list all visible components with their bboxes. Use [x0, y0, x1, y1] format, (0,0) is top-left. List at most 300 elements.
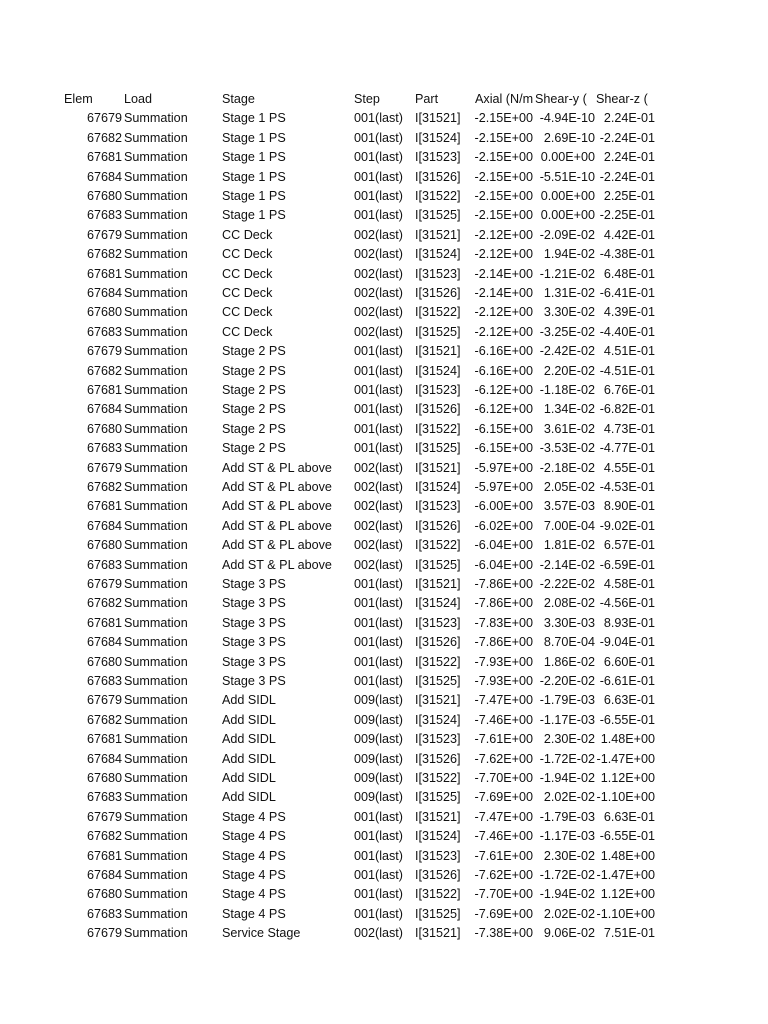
cell-elem[interactable]: 67683 [86, 208, 122, 223]
cell-stage[interactable]: Stage 3 PS [222, 674, 286, 688]
cell-step[interactable]: 001(last) [354, 829, 403, 844]
cell-shear-y[interactable]: 0.00E+00 [540, 189, 595, 203]
cell-shear-y[interactable]: 2.30E-02 [543, 848, 595, 863]
cell-elem[interactable]: 67682 [86, 596, 122, 611]
cell-shear-y[interactable]: 9.06E-02 [543, 926, 595, 941]
cell-shear-y[interactable]: -2.18E-02 [539, 460, 595, 475]
cell-part[interactable]: I[31526] [415, 169, 461, 184]
cell-shear-z[interactable]: -2.24E-01 [599, 130, 655, 145]
cell-shear-y[interactable]: 2.02E-02 [543, 906, 595, 921]
cell-axial[interactable]: -7.86E+00 [474, 596, 533, 611]
cell-part[interactable]: I[31524] [415, 596, 461, 611]
cell-step[interactable]: 002(last) [354, 557, 403, 572]
cell-axial[interactable]: -6.15E+00 [474, 421, 533, 436]
cell-shear-y[interactable]: -2.22E-02 [539, 577, 595, 591]
cell-shear-z[interactable]: 6.48E-01 [603, 266, 655, 281]
cell-load[interactable]: Summation [124, 771, 188, 785]
cell-step[interactable]: 001(last) [354, 635, 403, 650]
cell-step[interactable]: 009(last) [354, 712, 403, 727]
cell-shear-y[interactable]: -1.79E-03 [539, 809, 595, 824]
cell-elem[interactable]: 67680 [86, 305, 122, 320]
cell-shear-z[interactable]: -4.51E-01 [599, 363, 655, 378]
cell-part[interactable]: I[31526] [415, 751, 461, 766]
cell-elem[interactable]: 67681 [86, 732, 122, 747]
cell-axial[interactable]: -6.16E+00 [474, 344, 533, 359]
cell-load[interactable]: Summation [124, 227, 188, 242]
cell-elem[interactable]: 67680 [86, 654, 122, 669]
cell-shear-y[interactable]: 3.57E-03 [543, 499, 595, 514]
cell-stage[interactable]: Stage 2 PS [222, 363, 286, 378]
cell-load[interactable]: Summation [124, 383, 188, 397]
cell-elem[interactable]: 67683 [86, 324, 122, 339]
cell-axial[interactable]: -6.00E+00 [474, 499, 533, 514]
cell-axial[interactable]: -2.15E+00 [474, 189, 533, 203]
cell-axial[interactable]: -6.02E+00 [474, 518, 533, 533]
cell-shear-y[interactable]: 1.86E-02 [543, 654, 595, 669]
cell-shear-y[interactable]: 2.69E-10 [543, 130, 595, 145]
cell-load[interactable]: Summation [124, 169, 188, 184]
cell-step[interactable]: 001(last) [354, 868, 403, 882]
cell-stage[interactable]: Add SIDL [222, 712, 276, 727]
cell-load[interactable]: Summation [124, 848, 188, 863]
cell-axial[interactable]: -7.70E+00 [474, 887, 533, 902]
cell-load[interactable]: Summation [124, 305, 188, 320]
cell-part[interactable]: I[31526] [415, 518, 461, 533]
cell-step[interactable]: 009(last) [354, 751, 403, 766]
cell-part[interactable]: I[31524] [415, 712, 461, 727]
cell-shear-z[interactable]: -4.56E-01 [599, 596, 655, 611]
cell-step[interactable]: 002(last) [354, 305, 403, 320]
cell-step[interactable]: 001(last) [354, 421, 403, 436]
cell-elem[interactable]: 67684 [86, 868, 122, 882]
cell-step[interactable]: 001(last) [354, 111, 403, 126]
cell-shear-z[interactable]: -4.53E-01 [599, 480, 655, 494]
cell-stage[interactable]: Add ST & PL above [222, 480, 332, 494]
cell-shear-z[interactable]: 4.73E-01 [603, 421, 655, 436]
cell-step[interactable]: 009(last) [354, 771, 403, 785]
cell-shear-y[interactable]: -2.09E-02 [539, 227, 595, 242]
cell-axial[interactable]: -7.86E+00 [474, 577, 533, 591]
cell-shear-y[interactable]: -3.25E-02 [539, 324, 595, 339]
cell-stage[interactable]: Stage 4 PS [222, 848, 286, 863]
cell-step[interactable]: 002(last) [354, 227, 403, 242]
cell-elem[interactable]: 67680 [86, 189, 122, 203]
cell-axial[interactable]: -6.04E+00 [474, 557, 533, 572]
cell-stage[interactable]: Stage 1 PS [222, 111, 286, 126]
cell-elem[interactable]: 67680 [86, 887, 122, 902]
cell-elem[interactable]: 67679 [86, 111, 122, 126]
cell-stage[interactable]: Stage 1 PS [222, 150, 286, 165]
cell-step[interactable]: 002(last) [354, 247, 403, 262]
cell-load[interactable]: Summation [124, 111, 188, 126]
cell-elem[interactable]: 67679 [86, 577, 122, 591]
cell-axial[interactable]: -2.15E+00 [474, 111, 533, 126]
cell-load[interactable]: Summation [124, 674, 188, 688]
cell-part[interactable]: I[31521] [415, 460, 461, 475]
cell-load[interactable]: Summation [124, 189, 188, 203]
cell-shear-z[interactable]: 2.24E-01 [603, 150, 655, 165]
cell-shear-y[interactable]: -1.79E-03 [539, 693, 595, 708]
cell-stage[interactable]: CC Deck [222, 324, 273, 339]
cell-shear-y[interactable]: -1.17E-03 [539, 829, 595, 844]
cell-load[interactable]: Summation [124, 518, 188, 533]
cell-shear-y[interactable]: -1.18E-02 [539, 383, 595, 397]
cell-step[interactable]: 002(last) [354, 460, 403, 475]
header-part[interactable]: Part [415, 92, 439, 106]
cell-shear-z[interactable]: 2.24E-01 [603, 111, 655, 126]
cell-elem[interactable]: 67681 [86, 848, 122, 863]
cell-axial[interactable]: -7.61E+00 [474, 848, 533, 863]
cell-stage[interactable]: Stage 3 PS [222, 615, 286, 630]
cell-axial[interactable]: -7.38E+00 [474, 926, 533, 941]
cell-part[interactable]: I[31524] [415, 130, 461, 145]
cell-step[interactable]: 001(last) [354, 887, 403, 902]
cell-shear-y[interactable]: 3.30E-03 [543, 615, 595, 630]
cell-elem[interactable]: 67682 [86, 247, 122, 262]
cell-axial[interactable]: -7.69E+00 [474, 906, 533, 921]
cell-shear-z[interactable]: 8.90E-01 [603, 499, 655, 514]
cell-part[interactable]: I[31523] [415, 266, 461, 281]
cell-part[interactable]: I[31526] [415, 635, 461, 650]
cell-load[interactable]: Summation [124, 324, 188, 339]
cell-shear-z[interactable]: 6.76E-01 [603, 383, 655, 397]
cell-elem[interactable]: 67684 [86, 402, 122, 417]
cell-step[interactable]: 001(last) [354, 208, 403, 223]
cell-elem[interactable]: 67681 [86, 150, 122, 165]
cell-part[interactable]: I[31524] [415, 247, 461, 262]
cell-part[interactable]: I[31524] [415, 829, 461, 844]
cell-step[interactable]: 001(last) [354, 402, 403, 417]
cell-shear-y[interactable]: -3.53E-02 [539, 441, 595, 456]
header-shear-z[interactable]: Shear-z ( [596, 92, 648, 106]
cell-shear-y[interactable]: -1.72E-02 [539, 868, 595, 882]
cell-stage[interactable]: Service Stage [222, 926, 301, 941]
header-elem[interactable]: Elem [64, 92, 93, 106]
cell-part[interactable]: I[31524] [415, 480, 461, 494]
cell-axial[interactable]: -7.61E+00 [474, 732, 533, 747]
cell-part[interactable]: I[31526] [415, 868, 461, 882]
cell-elem[interactable]: 67679 [86, 460, 122, 475]
cell-shear-z[interactable]: 7.51E-01 [603, 926, 655, 941]
cell-elem[interactable]: 67683 [86, 557, 122, 572]
cell-shear-y[interactable]: 8.70E-04 [543, 635, 595, 650]
cell-axial[interactable]: -6.04E+00 [474, 538, 533, 553]
cell-shear-y[interactable]: 1.31E-02 [543, 286, 595, 300]
cell-stage[interactable]: CC Deck [222, 305, 273, 320]
cell-stage[interactable]: CC Deck [222, 286, 273, 300]
cell-shear-z[interactable]: -6.61E-01 [599, 674, 655, 688]
cell-shear-y[interactable]: -2.42E-02 [539, 344, 595, 359]
cell-axial[interactable]: -2.14E+00 [474, 286, 533, 300]
cell-load[interactable]: Summation [124, 868, 188, 882]
cell-shear-z[interactable]: 4.51E-01 [603, 344, 655, 359]
cell-load[interactable]: Summation [124, 538, 188, 553]
cell-shear-z[interactable]: -1.10E+00 [596, 790, 655, 805]
cell-elem[interactable]: 67679 [86, 926, 122, 941]
cell-step[interactable]: 001(last) [354, 344, 403, 359]
cell-axial[interactable]: -7.86E+00 [474, 635, 533, 650]
cell-stage[interactable]: Add SIDL [222, 751, 276, 766]
cell-shear-z[interactable]: -6.55E-01 [599, 712, 655, 727]
cell-stage[interactable]: Add SIDL [222, 790, 276, 805]
cell-stage[interactable]: Stage 4 PS [222, 868, 286, 882]
cell-elem[interactable]: 67682 [86, 480, 122, 494]
cell-stage[interactable]: CC Deck [222, 227, 273, 242]
cell-shear-z[interactable]: -1.47E+00 [596, 751, 655, 766]
cell-part[interactable]: I[31522] [415, 538, 461, 553]
cell-shear-y[interactable]: 2.30E-02 [543, 732, 595, 747]
cell-elem[interactable]: 67683 [86, 790, 122, 805]
cell-axial[interactable]: -6.15E+00 [474, 441, 533, 456]
cell-load[interactable]: Summation [124, 887, 188, 902]
cell-step[interactable]: 009(last) [354, 790, 403, 805]
cell-shear-y[interactable]: 7.00E-04 [543, 518, 595, 533]
cell-shear-z[interactable]: 4.55E-01 [603, 460, 655, 475]
cell-stage[interactable]: Add ST & PL above [222, 460, 332, 475]
cell-part[interactable]: I[31525] [415, 557, 461, 572]
cell-part[interactable]: I[31522] [415, 654, 461, 669]
cell-load[interactable]: Summation [124, 266, 188, 281]
cell-shear-z[interactable]: -4.40E-01 [599, 324, 655, 339]
cell-part[interactable]: I[31521] [415, 926, 461, 941]
cell-stage[interactable]: Add ST & PL above [222, 538, 332, 553]
cell-elem[interactable]: 67681 [86, 499, 122, 514]
cell-shear-z[interactable]: 1.12E+00 [600, 887, 655, 902]
cell-axial[interactable]: -7.69E+00 [474, 790, 533, 805]
cell-step[interactable]: 001(last) [354, 150, 403, 165]
cell-axial[interactable]: -2.12E+00 [474, 247, 533, 262]
cell-part[interactable]: I[31525] [415, 324, 461, 339]
cell-stage[interactable]: Stage 2 PS [222, 402, 286, 417]
cell-load[interactable]: Summation [124, 693, 188, 708]
cell-elem[interactable]: 67680 [86, 421, 122, 436]
cell-step[interactable]: 001(last) [354, 577, 403, 591]
cell-shear-z[interactable]: -6.55E-01 [599, 829, 655, 844]
cell-load[interactable]: Summation [124, 402, 188, 417]
cell-stage[interactable]: Stage 4 PS [222, 906, 286, 921]
cell-shear-z[interactable]: 4.42E-01 [603, 227, 655, 242]
cell-shear-z[interactable]: 8.93E-01 [603, 615, 655, 630]
header-stage[interactable]: Stage [222, 92, 255, 106]
cell-stage[interactable]: Add ST & PL above [222, 557, 332, 572]
cell-load[interactable]: Summation [124, 906, 188, 921]
cell-stage[interactable]: CC Deck [222, 247, 273, 262]
cell-part[interactable]: I[31525] [415, 441, 461, 456]
cell-axial[interactable]: -5.97E+00 [474, 460, 533, 475]
cell-shear-z[interactable]: -1.47E+00 [596, 868, 655, 882]
cell-shear-y[interactable]: 0.00E+00 [540, 150, 595, 165]
cell-load[interactable]: Summation [124, 615, 188, 630]
cell-load[interactable]: Summation [124, 460, 188, 475]
header-axial[interactable]: Axial (N/m [475, 92, 534, 106]
cell-load[interactable]: Summation [124, 790, 188, 805]
cell-shear-z[interactable]: -4.38E-01 [599, 247, 655, 262]
cell-shear-y[interactable]: 2.20E-02 [543, 363, 595, 378]
cell-load[interactable]: Summation [124, 635, 188, 650]
cell-load[interactable]: Summation [124, 480, 188, 494]
cell-shear-z[interactable]: 6.63E-01 [603, 693, 655, 708]
cell-load[interactable]: Summation [124, 557, 188, 572]
cell-load[interactable]: Summation [124, 421, 188, 436]
cell-part[interactable]: I[31523] [415, 499, 461, 514]
cell-shear-z[interactable]: 4.58E-01 [603, 577, 655, 591]
cell-part[interactable]: I[31524] [415, 363, 461, 378]
cell-step[interactable]: 001(last) [354, 383, 403, 397]
cell-axial[interactable]: -7.47E+00 [474, 809, 533, 824]
cell-axial[interactable]: -2.12E+00 [474, 227, 533, 242]
cell-stage[interactable]: CC Deck [222, 266, 273, 281]
cell-stage[interactable]: Stage 1 PS [222, 169, 286, 184]
cell-shear-z[interactable]: -9.04E-01 [599, 635, 655, 650]
cell-elem[interactable]: 67684 [86, 169, 122, 184]
header-load[interactable]: Load [124, 92, 153, 106]
cell-elem[interactable]: 67683 [86, 906, 122, 921]
cell-shear-z[interactable]: 4.39E-01 [603, 305, 655, 320]
cell-elem[interactable]: 67684 [86, 518, 122, 533]
cell-axial[interactable]: -6.12E+00 [474, 402, 533, 417]
cell-axial[interactable]: -2.15E+00 [474, 208, 533, 223]
cell-part[interactable]: I[31525] [415, 674, 461, 688]
cell-load[interactable]: Summation [124, 596, 188, 611]
cell-step[interactable]: 009(last) [354, 693, 403, 708]
cell-elem[interactable]: 67680 [86, 771, 122, 785]
cell-shear-z[interactable]: 1.48E+00 [600, 848, 655, 863]
cell-load[interactable]: Summation [124, 344, 188, 359]
cell-stage[interactable]: Stage 4 PS [222, 809, 286, 824]
cell-load[interactable]: Summation [124, 247, 188, 262]
cell-stage[interactable]: Stage 3 PS [222, 635, 286, 650]
cell-load[interactable]: Summation [124, 577, 188, 591]
cell-part[interactable]: I[31521] [415, 577, 461, 591]
cell-step[interactable]: 001(last) [354, 596, 403, 611]
cell-shear-z[interactable]: 6.57E-01 [603, 538, 655, 553]
cell-shear-y[interactable]: 2.08E-02 [543, 596, 595, 611]
cell-step[interactable]: 001(last) [354, 130, 403, 145]
cell-part[interactable]: I[31523] [415, 848, 461, 863]
cell-shear-y[interactable]: -2.14E-02 [539, 557, 595, 572]
cell-axial[interactable]: -5.97E+00 [474, 480, 533, 494]
cell-shear-z[interactable]: -6.59E-01 [599, 557, 655, 572]
cell-shear-z[interactable]: -2.24E-01 [599, 169, 655, 184]
cell-shear-y[interactable]: 2.05E-02 [543, 480, 595, 494]
cell-part[interactable]: I[31522] [415, 887, 461, 902]
cell-axial[interactable]: -2.12E+00 [474, 305, 533, 320]
cell-elem[interactable]: 67679 [86, 344, 122, 359]
cell-shear-z[interactable]: 6.63E-01 [603, 809, 655, 824]
cell-load[interactable]: Summation [124, 286, 188, 300]
cell-elem[interactable]: 67681 [86, 615, 122, 630]
cell-part[interactable]: I[31521] [415, 809, 461, 824]
cell-part[interactable]: I[31521] [415, 227, 461, 242]
cell-shear-z[interactable]: -9.02E-01 [599, 518, 655, 533]
cell-elem[interactable]: 67682 [86, 712, 122, 727]
cell-stage[interactable]: Stage 4 PS [222, 887, 286, 902]
cell-elem[interactable]: 67681 [86, 383, 122, 397]
cell-stage[interactable]: Stage 3 PS [222, 577, 286, 591]
cell-shear-z[interactable]: -6.82E-01 [599, 402, 655, 417]
cell-part[interactable]: I[31526] [415, 402, 461, 417]
cell-axial[interactable]: -7.93E+00 [474, 674, 533, 688]
cell-shear-z[interactable]: 6.60E-01 [603, 654, 655, 669]
cell-part[interactable]: I[31522] [415, 305, 461, 320]
cell-load[interactable]: Summation [124, 829, 188, 844]
cell-axial[interactable]: -7.47E+00 [474, 693, 533, 708]
cell-axial[interactable]: -2.14E+00 [474, 266, 533, 281]
cell-part[interactable]: I[31522] [415, 421, 461, 436]
cell-part[interactable]: I[31522] [415, 771, 461, 785]
cell-axial[interactable]: -6.16E+00 [474, 363, 533, 378]
cell-step[interactable]: 001(last) [354, 674, 403, 688]
cell-step[interactable]: 001(last) [354, 363, 403, 378]
cell-elem[interactable]: 67684 [86, 751, 122, 766]
cell-stage[interactable]: Add SIDL [222, 732, 276, 747]
cell-stage[interactable]: Add ST & PL above [222, 499, 332, 514]
cell-axial[interactable]: -7.62E+00 [474, 868, 533, 882]
cell-shear-z[interactable]: 2.25E-01 [603, 189, 655, 203]
cell-shear-z[interactable]: -6.41E-01 [599, 286, 655, 300]
cell-part[interactable]: I[31525] [415, 790, 461, 805]
cell-step[interactable]: 001(last) [354, 615, 403, 630]
cell-shear-y[interactable]: 1.34E-02 [543, 402, 595, 417]
cell-shear-y[interactable]: 3.30E-02 [543, 305, 595, 320]
cell-part[interactable]: I[31521] [415, 693, 461, 708]
cell-step[interactable]: 001(last) [354, 809, 403, 824]
cell-part[interactable]: I[31523] [415, 150, 461, 165]
cell-part[interactable]: I[31526] [415, 286, 461, 300]
header-step[interactable]: Step [354, 92, 380, 106]
cell-shear-y[interactable]: -4.94E-10 [539, 111, 595, 126]
cell-load[interactable]: Summation [124, 130, 188, 145]
cell-axial[interactable]: -6.12E+00 [474, 383, 533, 397]
cell-load[interactable]: Summation [124, 499, 188, 514]
cell-axial[interactable]: -7.83E+00 [474, 615, 533, 630]
cell-elem[interactable]: 67682 [86, 363, 122, 378]
cell-axial[interactable]: -7.46E+00 [474, 712, 533, 727]
cell-stage[interactable]: Stage 2 PS [222, 344, 286, 359]
cell-elem[interactable]: 67679 [86, 227, 122, 242]
cell-axial[interactable]: -7.93E+00 [474, 654, 533, 669]
cell-step[interactable]: 009(last) [354, 732, 403, 747]
cell-stage[interactable]: Stage 3 PS [222, 654, 286, 669]
cell-shear-y[interactable]: -1.94E-02 [539, 771, 595, 785]
cell-part[interactable]: I[31525] [415, 906, 461, 921]
cell-axial[interactable]: -2.12E+00 [474, 324, 533, 339]
cell-load[interactable]: Summation [124, 363, 188, 378]
cell-step[interactable]: 001(last) [354, 848, 403, 863]
cell-part[interactable]: I[31521] [415, 111, 461, 126]
cell-shear-y[interactable]: -1.21E-02 [539, 266, 595, 281]
cell-load[interactable]: Summation [124, 751, 188, 766]
cell-elem[interactable]: 67683 [86, 441, 122, 456]
cell-axial[interactable]: -7.46E+00 [474, 829, 533, 844]
cell-elem[interactable]: 67684 [86, 635, 122, 650]
cell-load[interactable]: Summation [124, 441, 188, 456]
cell-part[interactable]: I[31522] [415, 189, 461, 203]
cell-step[interactable]: 002(last) [354, 926, 403, 941]
cell-shear-y[interactable]: 1.94E-02 [543, 247, 595, 262]
cell-stage[interactable]: Add ST & PL above [222, 518, 332, 533]
cell-step[interactable]: 001(last) [354, 169, 403, 184]
cell-load[interactable]: Summation [124, 712, 188, 727]
cell-step[interactable]: 002(last) [354, 499, 403, 514]
cell-axial[interactable]: -7.70E+00 [474, 771, 533, 785]
cell-part[interactable]: I[31523] [415, 732, 461, 747]
cell-shear-z[interactable]: 1.48E+00 [600, 732, 655, 747]
cell-part[interactable]: I[31521] [415, 344, 461, 359]
cell-shear-y[interactable]: 3.61E-02 [543, 421, 595, 436]
cell-stage[interactable]: Stage 1 PS [222, 208, 286, 223]
cell-stage[interactable]: Stage 1 PS [222, 189, 286, 203]
